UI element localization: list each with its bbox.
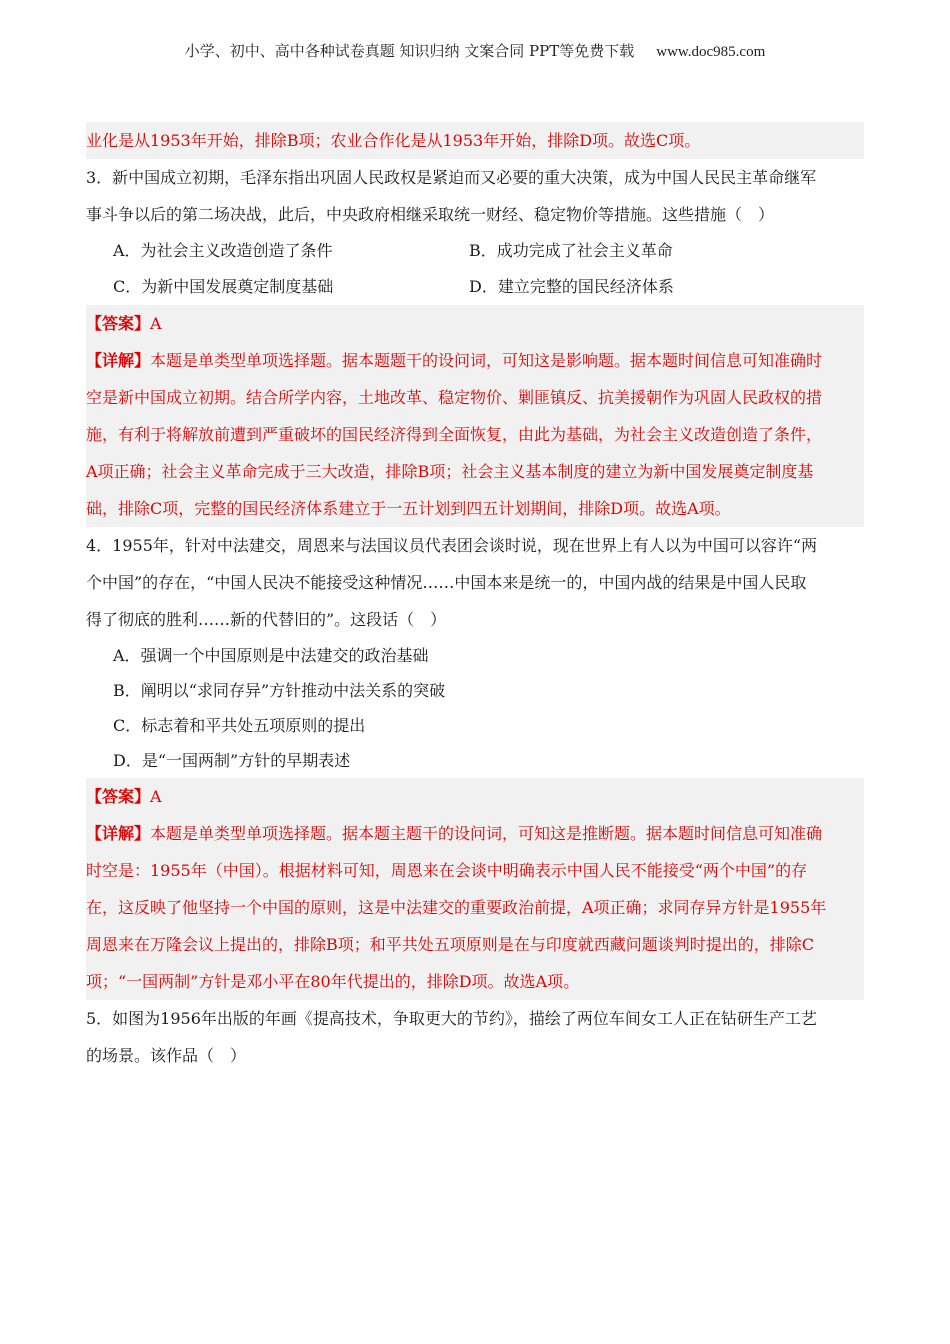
document-body <box>86 122 864 1074</box>
option-b: B．阐明以“求同存异”方针推动中法关系的突破 <box>113 681 446 700</box>
question-3-answer-block <box>86 305 864 527</box>
detail-text: 本题是单类型单项选择题。据本题题干的设问词，可知这是影响题。据本题时间信息可知准确时 <box>150 351 823 370</box>
header-site: www.doc985.com <box>656 44 766 60</box>
detail-line <box>86 815 864 852</box>
question-4-line: 个中国”的存在，“中国人民决不能接受这种情况……中国本来是统一的，中国内战的结果是中国人民取 <box>86 573 807 592</box>
detail-line: 空是新中国成立初期。结合所学内容，土地改革、稳定物价、剿匪镇反、抗美援朝作为巩固人民政权的措 <box>86 388 823 407</box>
option-d: D．是“一国两制”方针的早期表述 <box>113 751 351 770</box>
question-4-line: 得了彻底的胜利……新的代替旧的”。这段话（ ） <box>86 610 447 629</box>
header-text: 小学、初中、高中各种试卷真题 知识归纳 文案合同 PPT等免费下载 <box>184 42 635 60</box>
option-b: B．成功完成了社会主义革命 <box>469 241 673 260</box>
detail-tag: 【详解】 <box>86 351 151 370</box>
detail-line <box>86 342 864 379</box>
option-d: D．建立完整的国民经济体系 <box>469 277 674 296</box>
question-4-line: 4．1955年，针对中法建交，周恩来与法国议员代表团会谈时说，现在世界上有人以为中国可以容许“两 <box>86 536 818 555</box>
detail-line: A项正确；社会主义革命完成于三大改造，排除B项；社会主义基本制度的建立为新中国发展奠定制度基 <box>86 462 814 481</box>
question-3-line: 事斗争以后的第二场决战，此后，中央政府相继采取统一财经、稳定物价等措施。这些措施（ ） <box>86 205 775 224</box>
detail-line: 施，有利于将解放前遭到严重破坏的国民经济得到全面恢复，由此为基础，为社会主义改造创造了条件， <box>86 425 823 444</box>
detail-tag: 【详解】 <box>86 824 151 843</box>
page-header <box>0 40 950 61</box>
answer-line <box>86 305 864 342</box>
answer-line <box>86 778 864 815</box>
question-3-options-row <box>86 233 864 269</box>
answer-tag: 【答案】 <box>86 787 151 806</box>
answer-value: A <box>150 314 162 333</box>
question-5-line: 的场景。该作品（ ） <box>86 1046 247 1065</box>
answer-tag: 【答案】 <box>86 314 151 333</box>
question-5 <box>86 1000 864 1074</box>
option-a: A．为社会主义改造创造了条件 <box>113 241 333 260</box>
question-3 <box>86 159 864 527</box>
detail-line: 时空是：1955年（中国）。根据材料可知，周恩来在会谈中明确表示中国人民不能接受“两个中国”的存 <box>86 861 808 880</box>
question-5-line: 5．如图为1956年出版的年画《提高技术，争取更大的节约》，描绘了两位车间女工人正在钻研生产工艺 <box>86 1009 817 1028</box>
answer-value: A <box>150 787 162 806</box>
question-4 <box>86 527 864 1000</box>
detail-line: 周恩来在万隆会议上提出的，排除B项；和平共处五项原则是在与印度就西藏问题谈判时提出的，排除C <box>86 935 815 954</box>
option-a: A．强调一个中国原则是中法建交的政治基础 <box>113 646 429 665</box>
detail-line: 项；“一国两制”方针是邓小平在80年代提出的，排除D项。故选A项。 <box>86 972 580 991</box>
detail-line: 础，排除C项，完整的国民经济体系建立于一五计划到四五计划期间，排除D项。故选A项。 <box>86 499 731 518</box>
question-3-options-row <box>86 269 864 305</box>
detail-line: 在，这反映了他坚持一个中国的原则，这是中法建交的重要政治前提，A项正确；求同存异方针是1955年 <box>86 898 827 917</box>
option-c: C．为新中国发展奠定制度基础 <box>113 277 334 296</box>
question-4-answer-block <box>86 778 864 1000</box>
option-c: C．标志着和平共处五项原则的提出 <box>113 716 366 735</box>
question-3-line: 3．新中国成立初期，毛泽东指出巩固人民政权是紧迫而又必要的重大决策，成为中国人民民主革命继军 <box>86 168 817 187</box>
detail-text: 本题是单类型单项选择题。据本题主题干的设问词，可知这是推断题。据本题时间信息可知准确 <box>150 824 823 843</box>
previous-explanation-tail: 业化是从1953年开始，排除B项；农业合作化是从1953年开始，排除D项。故选C项。 <box>86 122 864 159</box>
